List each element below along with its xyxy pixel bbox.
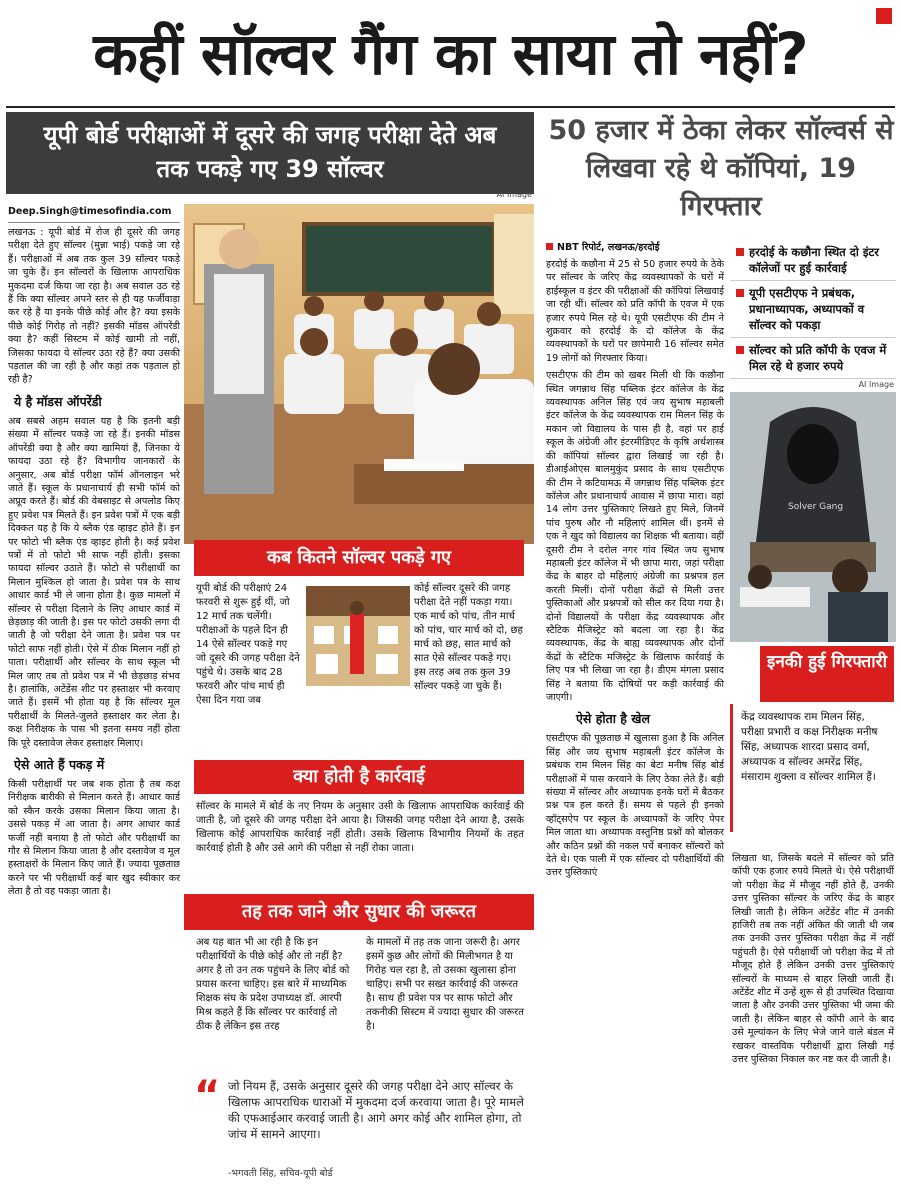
headline-rule <box>6 106 895 108</box>
quote-mark-icon: “ <box>194 1073 221 1119</box>
right-image <box>730 380 896 642</box>
caught-box-title: कब कितने सॉल्वर पकड़े गए <box>194 540 524 576</box>
highlight-text: हरदोई के कछौना स्थित दो इंटर कॉलेजों पर हुई कार्रवाई <box>749 245 879 275</box>
arrests-text: केंद्र व्यवस्थापक राम मिलन सिंह, परीक्षा प्रभारी व कक्ष निरीक्षक मनीष सिंह, अध्यापक शारदा प्रसाद वर्मा, अध्यापक व सॉल्वर अमरेंद्र सिंह, मंसाराम शुक्ला व सॉल्वर शामिल हैं। <box>741 711 878 783</box>
hoodie-text: Solver Gang <box>788 502 844 512</box>
highlight-item <box>730 240 896 281</box>
reform-col-2: के मामलों में तह तक जाना जरूरी है। अगर इसमें कुछ और लोगों की मिलीभगत है या गिरोह चल रहा है, तो उसका खुलासा होना चाहिए। सभी पर सख्त कार्रवाई की जरूरत है। साथ ही प्रवेश पत्र पर साफ फोटो और तकनीकी सिस्टम में ज्यादा सुधार की जरूरत है। <box>366 937 524 1032</box>
main-headline-bar <box>0 0 901 106</box>
highlight-item <box>730 281 896 338</box>
highlight-item <box>730 338 896 379</box>
left-column <box>8 226 180 1196</box>
bullet-square <box>736 346 744 354</box>
quote-attribution: -भगवती सिंह, सचिव-यूपी बोर्ड <box>228 1168 333 1179</box>
highlight-text: सॉल्वर को प्रति कॉपी के एवज में मिल रहे थे हजार रुपये <box>749 343 887 373</box>
right-para-2: एसटीएफ की टीम को खबर मिली थी कि कछौना स्थित जगन्नाथ सिंह पब्लिक इंटर कॉलेज के केंद्र व्यवस्थापक अनिल सिंह एवं जय सुभाष महाबली इंटर कॉलेज के केंद्र व्यवस्थापक राम मिलन सिंह के मकान जो विद्यालय के पास ही है, वहां पर हाई स्कूल के अंग्रेजी और इंटरमीडिएट के कृषि अर्थशास्त्र की कॉपियां सॉल्वर द्वारा लिखाई जा रही है। डीआईओएस बालमुकुंद प्रसाद के साथ एसटीएफ की टीम ने कटियामऊ में जगन्नाथ सिंह पब्लिक इंटर कॉलेज और प्रधानाचार्य आवास में छापा मारा। वहां 14 लोग उत्तर पुस्तिकाएं लिखते हुए मिले, जिनमें पांच पुरुष और नौ महिलाएं शामिल थीं। इनमें से एक ने खुद को विद्यालय का शिक्षक भी बताया। वहीं दूसरी टीम ने दरोल नगर गांव स्थित जय सुभाष महाबली इंटर कॉलेज में भी छापा मारा, जहां परीक्षा केंद्र के बाहर दो महिलाएं अंग्रेजी का प्रश्नपत्र हल करती मिलीं। दोनों परीक्षा केंद्रों से मिली उत्तर पुस्तिकाओं और प्रश्नपत्रों को सील कर दिया गया है। दोनों विद्यालयों के परीक्षा केंद्र व्यवस्थापक और स्टैटिक मैजिस्ट्रेट को बदला जा रहा है। केंद्र व्यवस्थापक, केंद्र के बाह्य व्यवस्थापक और दोनों केंद्रों के स्टैटिक मजिस्ट्रेट के खिलाफ कार्रवाई के लिए पत्र भी लिखा जा रहा है। डीएम मंगला प्रसाद सिंह ने बताया कि दोषियों पर कड़ी कार्रवाई की जाएगी। <box>546 370 724 703</box>
action-box-title: क्या होती है कार्रवाई <box>194 760 524 794</box>
left-para-1: लखनऊ : यूपी बोर्ड में रोज ही दूसरे की जगह परीक्षा देते हुए सॉल्वर (मुन्ना भाई) पकड़े जा रहे हैं। परीक्षाओं में अब तक कुल 39 सॉल्वर पकड़े जा चुके हैं। इन सॉल्वरों के खिलाफ आपराधिक मुकदमा दर्ज किया जा रहा है। अब सवाल उठ रहे हैं कि क्या सॉल्वर अपने स्तर से ही यह फर्जीवाड़ा कर रहे हैं या इनके पीछे कोई और है? क्या इसके पीछे कोई गिरोह तो नहीं? इसकी मॉडस ऑपरेंडी क्या है? कहीं सिस्टम में कोई खामी तो नहीं, जिसका फायदा ये सॉल्वर उठा रहे हैं? क्या उसकी पड़ताल की जा रही है और कहां तक पड़ताल हो रही है? <box>8 227 180 386</box>
arrests-box <box>730 704 896 832</box>
red-accent-mark <box>876 8 892 24</box>
right-subhead: ऐसे होता है खेल <box>576 711 650 727</box>
quote-text: जो नियम हैं, उसके अनुसार दूसरे की जगह परीक्षा देने आए सॉल्वर के खिलाफ आपराधिक धाराओं में मुकदमा दर्ज करवाया जाता है। पूरे मामले की एफआईआर करवाई जाती है। आगे अगर कोई और शामिल होगा, तो जांच में सामने आएगा। <box>228 1079 524 1141</box>
right-image-label: AI Image <box>858 380 894 389</box>
left-para-3: किसी परीक्षार्थी पर जब शक होता है तब कक्ष निरीक्षक बारीकी से मिलान करते हैं। आधार कार्ड को स्कैन करके उसका मिलान किया जाता है। उससे पकड़ में आ जाता है। अगर आधार कार्ड फर्जी नहीं बनाया है तो फोटो और परीक्षार्थी का गौर से मिलान किया जाता है और दस्तावेज व मूल हस्ताक्षरों के मिलान किए जाते हैं। ज्यादा पूछताछ करने पर भी परीक्षार्थी कई बार खुद स्वीकार कर लेता है तो वह पकड़ा जाता है। <box>8 779 180 898</box>
students-exam-icon <box>306 586 410 686</box>
main-classroom-image <box>184 190 534 544</box>
left-para-2: अब सबसे अहम सवाल यह है कि इतनी बड़ी संख्या में सॉल्वर पकड़े जा रहे हैं। इनकी मॉडस ऑपरेंडी क्या है और क्या खामियां हैं, जिनका ये फायदा उठा रहे हैं? विभागीय जानकारों के अनुसार, अब बोर्ड परीक्षा फॉर्म ऑनलाइन भरे जाते हैं। स्कूल के प्रधानाचार्य ही सभी फॉर्म को अप्रूव करते हैं। बोर्ड की वेबसाइट से अपलोड किए हुए प्रवेश पत्र मिलते हैं। इन प्रवेश पत्रों में एक बड़ी दिक्कत यह है कि ये ब्लैक एंड व्हाइट होते हैं। इन पर फोटो भी ब्लैक एंड व्हाइट होती है। कई प्रवेश पत्रों में तो फोटो भी साफ नहीं होती। इसका फायदा सॉल्वर उठाते हैं। फोटो से परीक्षार्थी का मिलान मुश्किल हो जाता है। प्रवेश पत्र के साथ आधार कार्ड भी ले जाना होता है। कुछ मामलों में सॉल्वर से परीक्षा दिलाने के लिए आधार कार्ड में छेड़छाड़ की जाती है। इस पर फोटो उसकी लगा दी जाती है जो परीक्षा देने जाता है। प्रवेश पत्र पर फोटो साफ नहीं होती। ऐसे में ठीक मिलान नहीं हो पाता। परीक्षार्थी और सॉल्वर के साथ स्कूल भी मिल जाए तब तो प्रवेश पत्र में भी छेड़छाड़ संभव है। हालांकि, अटेंडेंस शीट पर हस्ताक्षर भी करवाए जाते हैं। इसमें भी होता यह है कि सॉल्वर मूल परीक्षार्थी के मिलते-जुलते हस्ताक्षर कर लेता है। कक्ष निरीक्षक के पास भी इतना समय नहीं होता कि पूरे दस्तावेज लेकर हस्ताक्षर मिलाए। <box>8 415 180 749</box>
byline-email[interactable]: Deep.Singh@timesofindia.com <box>8 206 172 217</box>
main-image-label: AI Image <box>496 190 532 199</box>
caught-col-1: यूपी बोर्ड की परीक्षाएं 24 फरवरी से शुरू हुई थीं, जो 12 मार्च तक चलेंगी। परीक्षाओं के पहले दिन ही 14 ऐसे सॉल्वर पकड़े गए जो दूसरे की जगह परीक्षा देने पहुंचे थे। उसके बाद 28 फरवरी और पांच मार्च ही ऐसा दिन गया जब <box>196 583 300 706</box>
caught-illustration <box>306 586 410 686</box>
arrests-title: इनकी हुई गिरफ्तारी <box>760 646 894 702</box>
right-column-2: लिखता था, जिसके बदले में सॉल्वर को प्रति कॉपी एक हजार रुपये मिलते थे। ऐसे परीक्षार्थी जो परीक्षा केंद्र में मौजूद नहीं होते हैं, उनकी उत्तर पुस्तिका सॉल्वर के जरिए केंद्र के बाहर लिखी जाती है। लेकिन अटेंडेंट शीट में उनकी हाजिरी तब तक नहीं अंकित की जाती थी जब तक उनकी उत्तर पुस्तिका परीक्षा केंद्र में नहीं पहुंचती है। ऐसे परीक्षार्थी जो परीक्षा केंद्र में तो मौजूद होते हैं लेकिन उनकी उत्तर पुस्तिकाएं सॉल्वरों के माध्यम से बाहर लिखी जाती हैं। अटेंडेंट शीट में उन्हें शुरू से ही उपस्थित दिखाया जाता है और उनकी उत्तर पुस्तिका भी जमा की जाती है। लेकिन बाहर से कॉपी आने के बाद उसे मूल्यांकन के लिए भेजे जाने वाले बंडल में रखकर वास्तविक परीक्षार्थी द्वारा लिखी गई उत्तर पुस्तिका निकाल कर नष्ट कर दी जाती है। <box>732 853 894 1066</box>
reform-box-title: तह तक जाने और सुधार की जरूरत <box>184 894 534 930</box>
caught-col-2: कोई सॉल्वर दूसरे की जगह परीक्षा देते नहीं पकड़ा गया। एक मार्च को पांच, तीन मार्च को पांच, चार मार्च को दो, छह मार्च को छह, सात मार्च को सात ऐसे सॉल्वर पकड़े गए। इस तरह अब तक कुल 39 सॉल्वर पकड़े जा चुके हैं। <box>414 583 523 692</box>
right-byline <box>546 240 726 254</box>
left-byline <box>8 206 198 222</box>
right-byline-square <box>546 243 553 250</box>
action-text: सॉल्वर के मामले में बोर्ड के नए नियम के अनुसार उसी के खिलाफ आपराधिक कार्रवाई की जाती है, जो दूसरे की जगह परीक्षा देने आया है। जिसकी जगह परीक्षा देने आया है, उसके खिलाफ कोई आपराधिक कार्रवाई नहीं होती। उसके खिलाफ विभागीय नियमों के तहत कार्रवाई होती है और उसे आगे की परीक्षा से नहीं रोका जाता। <box>196 801 524 854</box>
left-subhead-2: ऐसे आते हैं पकड़ में <box>14 757 105 773</box>
left-subhead-1: ये है मॉडस ऑपरेंडी <box>14 393 102 409</box>
solver-gang-illustration <box>730 392 896 642</box>
main-headline: कहीं सॉल्वर गैंग का साया तो नहीं? <box>93 20 808 88</box>
left-story-headline: यूपी बोर्ड परीक्षाओं में दूसरे की जगह परीक्षा देते अब तक पकड़े गए 39 सॉल्वर <box>43 121 497 183</box>
right-byline-text: NBT रिपोर्ट, लखनऊ/हरदोई <box>557 242 660 253</box>
left-byline-rule <box>8 222 180 223</box>
highlight-text: यूपी एसटीएफ ने प्रबंधक, प्रधानाध्यापक, अध्यापकों व सॉल्वर को पकड़ा <box>749 286 865 332</box>
right-column <box>546 258 724 1196</box>
right-para-3: एसटीएफ की पूछताछ में खुलासा हुआ है कि अनिल सिंह और जय सुभाष महाबली इंटर कॉलेज के प्रबंधक राम मिलन सिंह का बेटा मनीष सिंह बोर्ड परीक्षाओं में पास करवाने के लिए ठेका लेते हैं। बड़ी संख्या में सॉल्वर और अध्यापक इनके घरों में बैठकर प्रश्न पत्र हल करते हैं। समय से पहले ही इनको व्हॉट्सऐप पर स्कूल के अध्यापकों के जरिए पेपर मिल जाता था। अध्यापक वस्तुनिष्ठ प्रश्नों को बोलकर और कठिन प्रश्नों की नकल पर्चे बनाकर सॉल्वरों को देते थे। एक पाली में एक सॉल्वर दो परीक्षार्थियों की उत्तर पुस्तिकाएं <box>546 733 724 879</box>
reform-col-1: अब यह बात भी आ रही है कि इन परीक्षार्थियों के पीछे कोई और तो नहीं है? अगर है तो उन तक पहुंचने के लिए बोर्ड को प्रयास करना चाहिए। इस बारे में माध्यमिक शिक्षक संघ के प्रदेश उपाध्यक्ष डॉ. आरपी मिश्र कहते हैं कि सॉल्वर पर कार्रवाई तो ठीक है लेकिन इस तरह <box>196 937 350 1032</box>
quote-block <box>190 1073 534 1188</box>
right-para-1: हरदोई के कछौना में 25 से 50 हजार रुपये के ठेके पर सॉल्वर के जरिए केंद्र व्यवस्थापकों के घरों में हाईस्कूल व इंटर की परीक्षाओं की कॉपियां लिखवाई जा रही थीं। सॉल्वर को प्रति कॉपी के एवज में एक हजार रुपये मिल रहे थे। यूपी एसटीएफ की टीम ने शुक्रवार को हरदोई के दो कॉलेज के केंद्र व्यवस्थापकों के घरों पर छापेमारी 16 सॉल्वर समेत 19 लोगों को गिरफ्तार किया। <box>546 259 724 364</box>
left-story-headline-box <box>6 112 534 194</box>
bullet-square <box>736 289 744 297</box>
highlights-list <box>730 240 896 380</box>
classroom-illustration <box>184 204 534 544</box>
right-story-headline: 50 हजार में ठेका लेकर सॉल्वर्स से लिखवा रहे थे कॉपियां, 19 गिरफ्तार <box>548 115 894 222</box>
bullet-square <box>736 248 744 256</box>
